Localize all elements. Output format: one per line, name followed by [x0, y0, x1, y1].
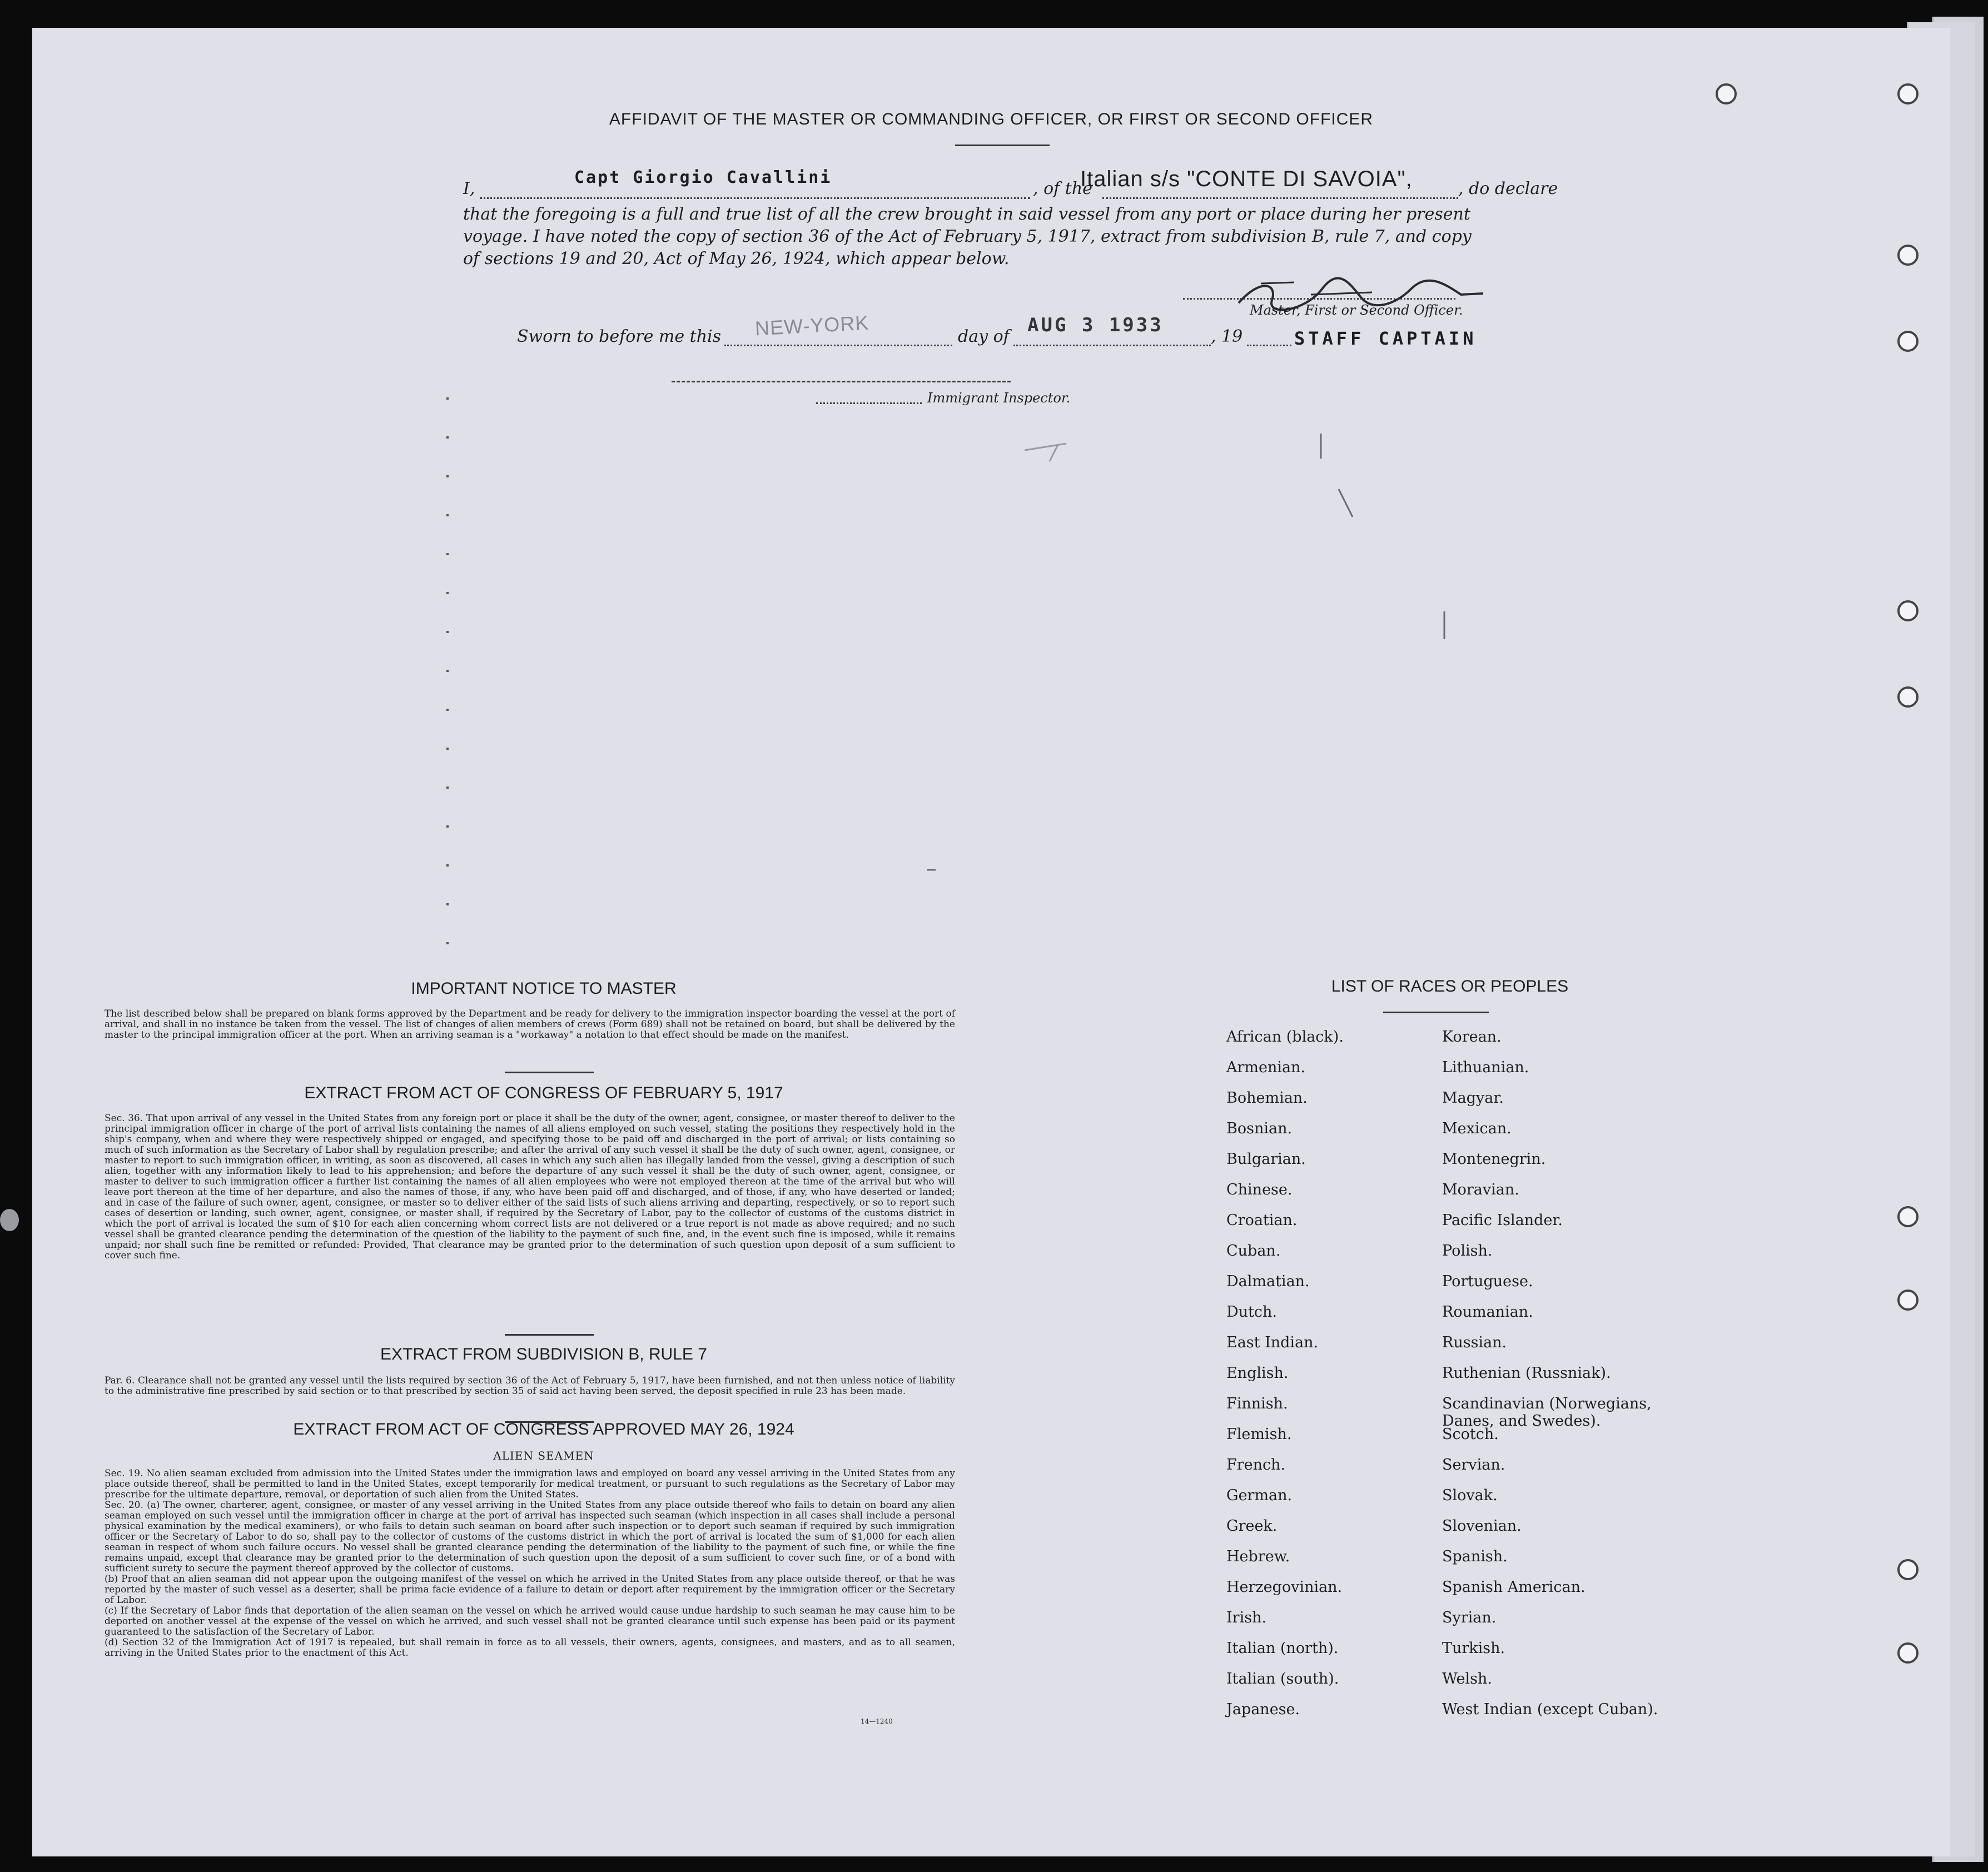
race-item: Bosnian. — [1226, 1120, 1293, 1137]
race-item: Syrian. — [1442, 1609, 1497, 1626]
punch-hole — [1897, 1642, 1919, 1664]
punch-hole — [1716, 83, 1737, 104]
alien-seamen-subtitle: ALIEN SEAMEN — [493, 1449, 594, 1462]
race-item: Italian (south). — [1226, 1670, 1339, 1687]
race-item: Cuban. — [1226, 1242, 1281, 1259]
race-item: Italian (north). — [1226, 1640, 1339, 1657]
margin-dot — [446, 903, 449, 905]
sec-19-text: Sec. 19. No alien seaman excluded from admission into the United States under the immigration laws and employed on board any vessel arriving in the United States from any place outside thereof, shall be permitted to land in the United States, except temporarily for medical treatment, or pursuant to such regulations as the Secretary of Labor may prescribe for the ultimate departure, removal, or deportation of such alien from the United States. — [105, 1468, 955, 1500]
sec-20d-text: (d) Section 32 of the Immigration Act of 1917 is repealed, but shall remain in force as to all vessels, their owners, agents, consignees, and masters, and as to all seamen, arriving in the United States prior to the enactment of this Act. — [105, 1637, 955, 1659]
form-number: 14—1240 — [861, 1717, 893, 1725]
race-item: Lithuanian. — [1442, 1059, 1529, 1076]
notice-text: The list described below shall be prepared on blank forms approved by the Department and be ready for delivery to the immigration inspector boarding the vessel at the port of arrival, and shall in no instance be taken from the vessel. The list of changes of alien members of crews (Form 689) shall not be retained on board, but shall be delivered by the master to the principal immigration officer at the port. When an arriving seaman is a "workaway" a notation to that effect should be made on the manifest. — [105, 1008, 955, 1040]
margin-dot — [446, 709, 449, 711]
punch-hole — [1897, 331, 1919, 352]
i-label: I, — [463, 179, 475, 198]
margin-dot — [446, 553, 449, 555]
race-item: Bulgarian. — [1226, 1151, 1306, 1168]
margin-dot — [446, 748, 449, 750]
race-item: Slovenian. — [1442, 1517, 1522, 1535]
race-item: Ruthenian (Russniak). — [1442, 1365, 1611, 1382]
punch-hole — [1897, 600, 1919, 621]
master-name: Capt Giorgio Cavallini — [574, 168, 832, 187]
margin-dot — [446, 786, 449, 789]
extract-1924-title: EXTRACT FROM ACT OF CONGRESS APPROVED MAY 26, 1924 — [293, 1420, 794, 1438]
margin-dot — [446, 670, 449, 672]
race-item: Armenian. — [1226, 1059, 1306, 1076]
race-item: Irish. — [1226, 1609, 1267, 1626]
margin-dot — [446, 436, 449, 439]
race-item: Welsh. — [1442, 1670, 1492, 1687]
races-title-rule — [1383, 1012, 1489, 1013]
race-item: Herzegovinian. — [1226, 1579, 1343, 1596]
race-item: Portuguese. — [1442, 1273, 1533, 1290]
margin-dot — [446, 514, 449, 516]
declaration-line-2: that the foregoing is a full and true list of all the crew brought in said vessel from any port or place during her present — [463, 205, 1470, 224]
section-rule — [505, 1072, 594, 1073]
declaration-line-4: of sections 19 and 20, Act of May 26, 1924, which appear below. — [463, 249, 1010, 268]
margin-dot — [446, 631, 449, 633]
races-right-column — [1442, 1028, 1664, 1731]
race-item: Turkish. — [1442, 1640, 1505, 1657]
race-item: African (black). — [1226, 1028, 1344, 1045]
punch-hole — [1897, 1206, 1919, 1227]
race-item: Finnish. — [1226, 1395, 1288, 1412]
race-item: Polish. — [1442, 1242, 1493, 1259]
margin-dot — [446, 475, 449, 477]
subdivision-b-text: Par. 6. Clearance shall not be granted any vessel until the lists required by section 36 of the Act of February 5, 1917, have been furnished, and not then unless notice of liability to the administrative fine prescribed by said section or to that prescribed by section 35 of said act having been served, the deposit specified in rule 23 has been made. — [105, 1375, 955, 1397]
race-item: Mexican. — [1442, 1120, 1512, 1137]
margin-dot — [446, 942, 449, 944]
staff-captain-stamp: STAFF CAPTAIN — [1294, 328, 1477, 349]
vessel-name: Italian s/s "CONTE DI SAVOIA", — [1080, 167, 1413, 191]
sec-20b-text: (b) Proof that an alien seaman did not appear upon the outgoing manifest of the vessel on which he arrived in the United States from any place outside thereof, or that he was reported by the master of such vessel as a deserter, shall be prima facie evidence of a failure to detain or deport after requirement by the immigration officer or the Secretary of Labor. — [105, 1574, 955, 1606]
date-stamp: AUG 3 1933 — [1027, 314, 1164, 336]
notice-title: IMPORTANT NOTICE TO MASTER — [411, 979, 677, 998]
margin-dot — [446, 592, 449, 594]
declaration-line-3: voyage. I have noted the copy of section 36 of the Act of February 5, 1917, extract from subdivision B, rule 7, and copy — [463, 227, 1472, 246]
race-item: Japanese. — [1226, 1701, 1300, 1718]
extract-1917-title: EXTRACT FROM ACT OF CONGRESS OF FEBRUARY 5, 1917 — [304, 1084, 783, 1102]
margin-dot — [446, 825, 449, 828]
extract-1924-text — [105, 1468, 955, 1659]
sworn-place-stamp: NEW-YORK — [754, 311, 870, 340]
subdivision-b-title: EXTRACT FROM SUBDIVISION B, RULE 7 — [380, 1345, 707, 1363]
race-item: Spanish. — [1442, 1548, 1508, 1565]
sec-20a-text: Sec. 20. (a) The owner, charterer, agent, consignee, or master of any vessel arriving in the United States from any place outside thereof who fails to detain on board any alien seaman employed on such vessel until the immigration officer in charge at the port of arrival has inspected such seaman (which inspection in all cases shall include a personal physical examination by the medical examiners), or who fails to detain such seaman on board after such inspection or to deport such seaman if required by such immigration officer or the Secretary of Labor to do so, shall pay to the collector of customs of the customs district in which the port of arrival is located the sum of $1,000 for each alien seaman in respect of whom such failure occurs. No vessel shall be granted clearance pending the determination of the liability to the payment of such fine, or while the fine remains unpaid, except that clearance may be granted prior to the determination of such question upon the deposit of a sum sufficient to cover such fine, or of a bond with sufficient surety to secure the payment thereof approved by the collector of customs. — [105, 1500, 955, 1574]
race-item: Chinese. — [1226, 1181, 1293, 1198]
of-the-label: , of the — [1033, 179, 1092, 198]
punch-hole — [1897, 1290, 1919, 1311]
binding-hole-left — [0, 1209, 19, 1231]
race-item: Croatian. — [1226, 1212, 1298, 1229]
race-item: French. — [1226, 1456, 1286, 1473]
race-item: Scotch. — [1442, 1426, 1499, 1443]
inspector-caption: Immigrant Inspector. — [927, 390, 1071, 406]
punch-hole — [1897, 1559, 1919, 1580]
race-item: Pacific Islander. — [1442, 1212, 1563, 1229]
race-item: Roumanian. — [1442, 1303, 1533, 1321]
punch-hole — [1897, 245, 1919, 266]
sworn-label: Sworn to before me this — [517, 327, 722, 346]
margin-dot — [446, 864, 449, 867]
extract-1917-text: Sec. 36. That upon arrival of any vessel in the United States from any foreign port or place it shall be the duty of the owner, agent, consignee, or master thereof to deliver to the principal immigration officer in charge of the port of arrival lists containing the names of all aliens employed on such vessel, stating the positions they respectively hold in the ship's company, when and where they were respectively shipped or engaged, and specifying those to be paid off and discharged in the port of arrival; or lists containing so much of such information as the Secretary of Labor shall by regulation prescribe; and after the arrival of any such vessel it shall be the duty of such owner, agent, consignee, or master to report to such immigration officer, in writing, as soon as discovered, all cases in which any such alien has illegally landed from the vessel, giving a description of such alien, together with any information likely to lead to his apprehension; and before the departure of any such vessel it shall be the duty of such owner, agent, consignee, or master to deliver to such immigration officer a further list containing the names of all alien employees who were not employed thereon at the time of the arrival but who will leave port thereon at the time of her departure, and also the names of those, if any, who have been paid off and discharged, and of those, if any, who have deserted or landed; and in case of the failure of such owner, agent, consignee, or master so to deliver either of the said lists of such aliens arriving and departing, respectively, or so to report such cases of desertion or landing, such owner, agent, consignee, or master shall, if required by the Secretary of Labor, pay to the collector of customs of the customs district in which the port of arrival is located the sum of $10 for each alien concerning whom correct lists are not delivered or a true report is not made as above required; and no such vessel shall be granted clearance pending the determination of the question of the liability to the payment of such fine, and, in the event such fine is imposed, while it remains unpaid; nor shall such fine be remitted or refunded: Provided, That clearance may be granted prior to the determination of such question upon deposit of a sum sufficient to cover such fine. — [105, 1113, 955, 1261]
race-item: Flemish. — [1226, 1426, 1292, 1443]
race-item: German. — [1226, 1487, 1293, 1504]
race-item: Magyar. — [1442, 1089, 1504, 1107]
race-item: Servian. — [1442, 1456, 1505, 1473]
sec-20c-text: (c) If the Secretary of Labor finds that deportation of the alien seaman on the vessel on which he arrived would cause undue hardship to such seaman he may cause him to be deported on another vessel at the expense of the vessel on which he arrived, and such vessel shall not be granted clearance until such expense has been paid or its payment guaranteed to the satisfaction of the Secretary of Labor. — [105, 1605, 955, 1637]
race-item: Scandinavian (Norwegians, Danes, and Swedes). — [1442, 1395, 1652, 1430]
races-title: LIST OF RACES OR PEOPLES — [1331, 977, 1569, 995]
day-of-label: day of — [958, 327, 1010, 346]
punch-hole — [1897, 83, 1919, 104]
race-item: English. — [1226, 1365, 1289, 1382]
punch-hole — [1897, 686, 1919, 708]
do-declare-label: , do declare — [1458, 179, 1558, 198]
races-left-column — [1226, 1028, 1410, 1731]
race-item: Dalmatian. — [1226, 1273, 1310, 1290]
race-item: Bohemian. — [1226, 1089, 1308, 1107]
race-item: Greek. — [1226, 1517, 1278, 1535]
affidavit-title: AFFIDAVIT OF THE MASTER OR COMMANDING OFFICER, OR FIRST OR SECOND OFFICER — [609, 110, 1374, 128]
race-item: Korean. — [1442, 1028, 1502, 1045]
race-item: Montenegrin. — [1442, 1151, 1546, 1168]
document-page — [32, 28, 1950, 1856]
race-item: Hebrew. — [1226, 1548, 1290, 1565]
race-item: Moravian. — [1442, 1181, 1519, 1198]
margin-dot — [446, 397, 449, 400]
section-rule — [505, 1334, 594, 1336]
race-item: Dutch. — [1226, 1303, 1277, 1321]
race-item: Russian. — [1442, 1334, 1507, 1351]
signer-caption: Master, First or Second Officer. — [1250, 302, 1463, 318]
race-item: Spanish American. — [1442, 1579, 1586, 1596]
race-item: Slovak. — [1442, 1487, 1498, 1504]
race-item: West Indian (except Cuban). — [1442, 1701, 1658, 1718]
year-prefix: , 19 — [1211, 327, 1243, 346]
race-item: East Indian. — [1226, 1334, 1319, 1351]
